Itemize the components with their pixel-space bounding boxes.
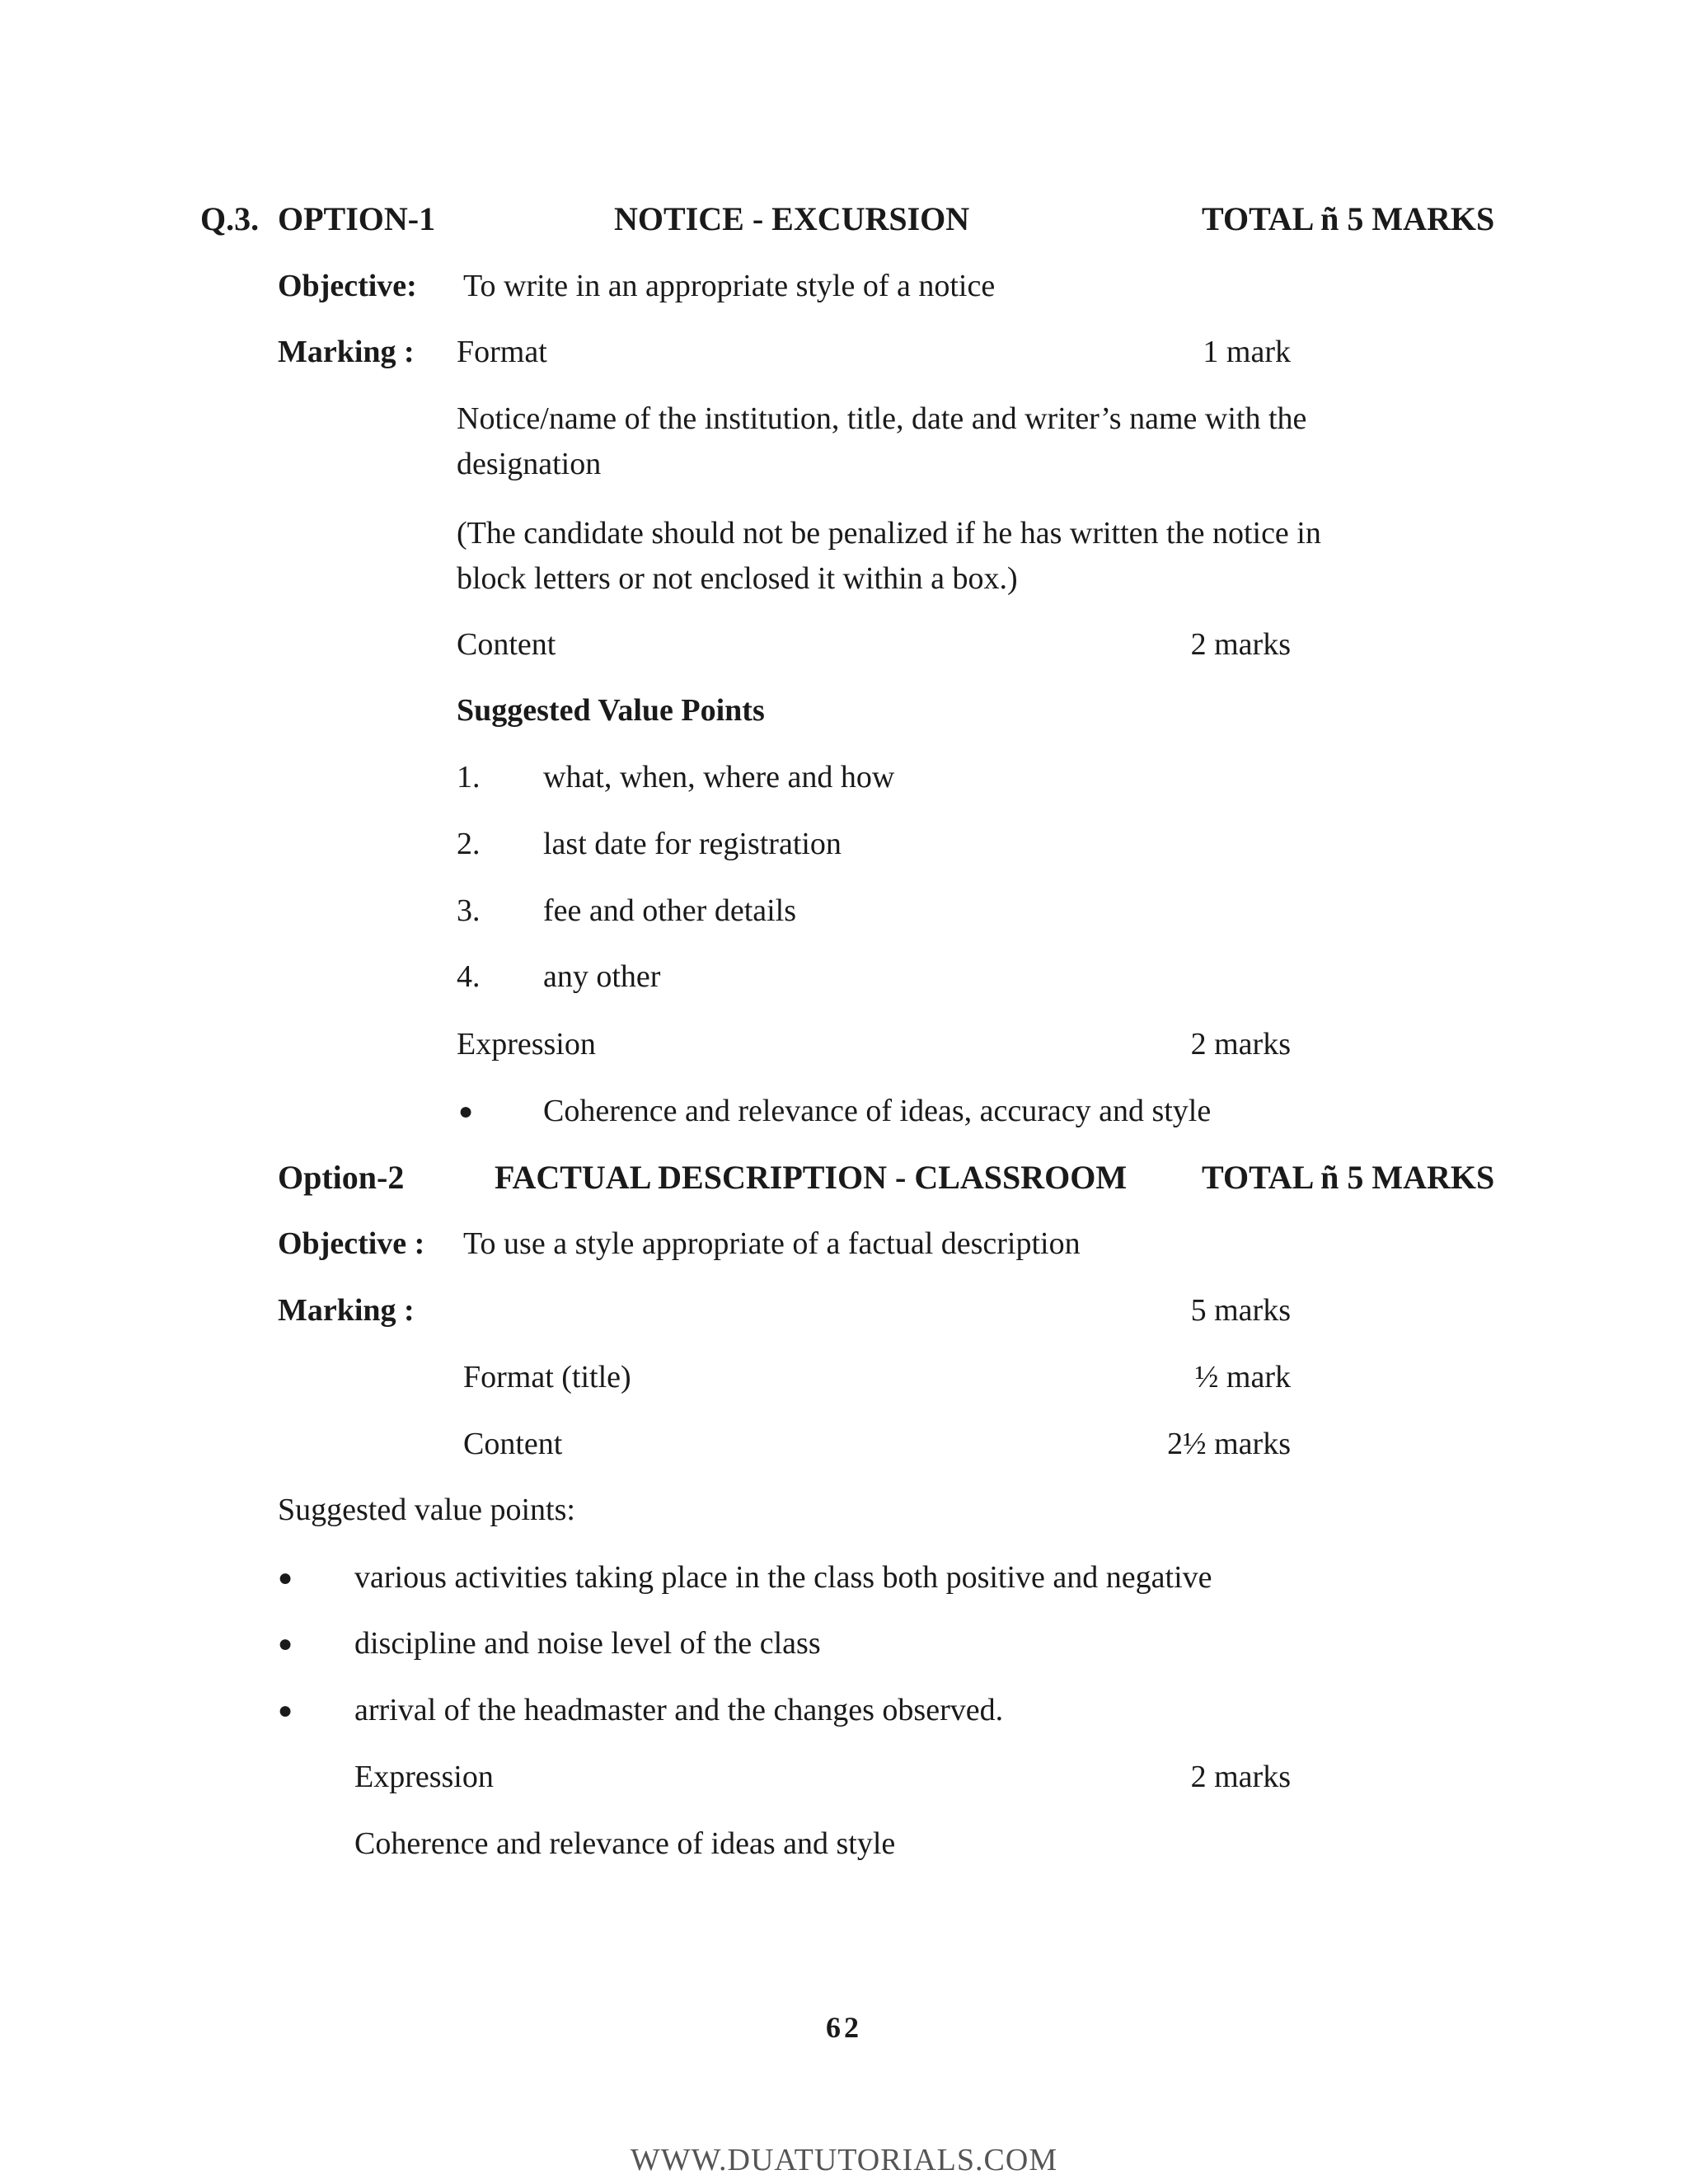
marking-label: Marking :	[278, 335, 415, 369]
option-2-total: TOTAL ñ 5 MARKS	[1202, 1159, 1495, 1196]
objective-text: To write in an appropriate style of a notice	[463, 269, 996, 303]
penalty-note-cont: block letters or not enclosed it within a box.)	[457, 561, 1018, 596]
bullet-icon: ●	[278, 1630, 293, 1657]
objective-label: Objective:	[278, 269, 417, 303]
marking-label: Marking :	[278, 1293, 415, 1328]
option-2-title: FACTUAL DESCRIPTION - CLASSROOM	[495, 1159, 1128, 1196]
point-number: 1.	[457, 760, 481, 794]
footer-url: WWW.DUATUTORIALS.COM	[630, 2143, 1058, 2177]
format-description: Notice/name of the institution, title, date and writer’s name with the	[457, 401, 1307, 436]
page-number: 62	[826, 2011, 862, 2044]
content-marks: 2 marks	[1190, 627, 1291, 662]
point-text: last date for registration	[543, 827, 842, 861]
point-number: 4.	[457, 959, 481, 994]
value-point: various activities taking place in the class both positive and negative	[354, 1560, 1212, 1595]
content-label: Content	[463, 1427, 563, 1461]
suggested-value-points-heading: Suggested value points:	[278, 1493, 575, 1527]
expression-label: Expression	[354, 1760, 494, 1794]
value-point: discipline and noise level of the class	[354, 1626, 821, 1661]
objective-label: Objective :	[278, 1226, 425, 1261]
expression-marks: 2 marks	[1190, 1760, 1291, 1794]
bullet-icon: ●	[458, 1098, 474, 1125]
point-text: any other	[543, 959, 661, 994]
content-label: Content	[457, 627, 556, 662]
expression-label: Expression	[457, 1027, 596, 1062]
option-2-label: Option-2	[278, 1159, 405, 1196]
point-number: 2.	[457, 827, 481, 861]
format-label: Format (title)	[463, 1360, 631, 1394]
option-1-title: NOTICE - EXCURSION	[614, 200, 970, 237]
bullet-icon: ●	[278, 1564, 293, 1591]
marking-marks: 5 marks	[1190, 1293, 1291, 1328]
value-point: arrival of the headmaster and the changes observed.	[354, 1693, 1004, 1727]
expression-point: Coherence and relevance of ideas, accuracy and style	[543, 1094, 1212, 1128]
format-marks: 1 mark	[1203, 335, 1291, 369]
point-text: fee and other details	[543, 893, 797, 928]
content-marks: 2½ marks	[1167, 1427, 1291, 1461]
question-number: Q.3.	[200, 200, 260, 237]
point-text: what, when, where and how	[543, 760, 895, 794]
option-1-label: OPTION-1	[278, 200, 436, 237]
expression-text: Coherence and relevance of ideas and style	[354, 1826, 896, 1861]
option-1-total: TOTAL ñ 5 MARKS	[1202, 200, 1495, 237]
penalty-note: (The candidate should not be penalized if he has written the notice in	[457, 516, 1321, 551]
bullet-icon: ●	[278, 1697, 293, 1724]
format-marks: ½ mark	[1194, 1360, 1291, 1394]
objective-text: To use a style appropriate of a factual description	[463, 1226, 1081, 1261]
point-number: 3.	[457, 893, 481, 928]
expression-marks: 2 marks	[1190, 1027, 1291, 1062]
format-description-cont: designation	[457, 447, 602, 481]
suggested-value-points-heading: Suggested Value Points	[457, 693, 765, 728]
format-label: Format	[457, 335, 547, 369]
